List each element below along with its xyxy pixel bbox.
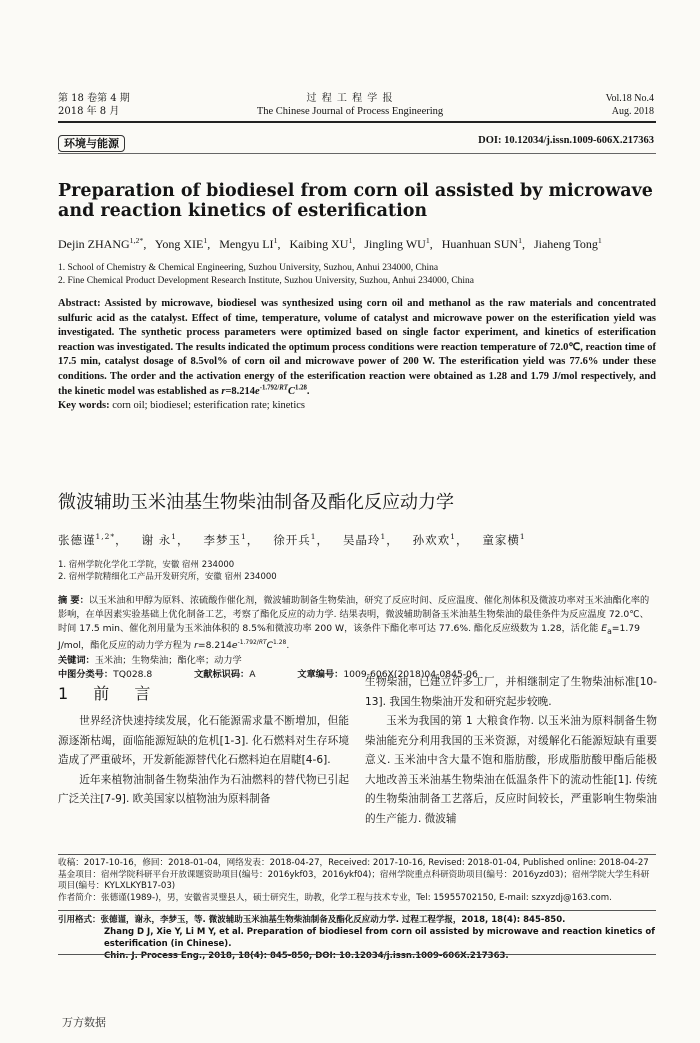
footnote-funding: 基金项目：宿州学院科研平台开放课题资助项目(编号：2016ykf03，2016ykf04)；宿州学院重点科研资助项目(编号：2016yzd03)；宿州学院大学生科研项目(编号：KYLXLKYB17-03): [58, 869, 650, 891]
class-label: 中图分类号：: [58, 668, 114, 680]
volume-issue-cn: 第 18 卷第 4 期: [58, 93, 130, 104]
footnote-received: 收稿：2017-10-16，修回：2018-01-04，网络发表：2018-04-27，Received: 2017-10-16, Revised: 2018-01-04, Published online: 2018-04-27: [58, 858, 649, 868]
abstract-en: Abstract: Assisted by microwave, biodiesel was synthesized using corn oil and methanol as the raw materials and concentrated sulfuric acid as the catalyst. Effect of time, temperature, volume of catalyst and microwave power on the esterification yield was investigated. The synthetic process parameters were optimized based on single factor experiment, and kinetics of esterification reaction was investigated. The results indicated the optimum process conditions were reaction temperature of 72.0℃, reaction time of 17.5 min, catalyst dosage of 8.5vol% of corn oil and microwave power of 200 W. The esterification yield was 77.6% under these conditions. The order and the activation energy of the esterification reaction were obtained as 1.28 and 1.79 J/mol respectively, and the kinetic model was established as $r=8.214e^{-1.792/RT}C^{1.28}$. Key words: corn oil; biodiesel; esterification rate; kinetics: [58, 298, 656, 412]
citation-en-1: Zhang D J, Xie Y, Li M Y, et al. Preparation of biodiesel from corn oil assisted by microwave and reaction kinetics of esterification (in Chinese).: [104, 927, 655, 949]
header-rule: [58, 121, 656, 123]
journal-name-en: The Chinese Journal of Process Engineering: [256, 106, 444, 117]
left-paragraph-2: 近年来植物油制备生物柴油作为石油燃料的替代物已引起广泛关注[7-9]. 欧美国家以植物油为原料制备: [58, 773, 349, 805]
citation-label: 引用格式：: [58, 915, 101, 925]
title-cn: 微波辅助玉米油基生物柴油制备及酯化反应动力学: [58, 492, 454, 513]
doi-rule: [58, 153, 656, 154]
volume-issue-en: Vol.18 No.4: [605, 93, 654, 104]
footnotes: [58, 858, 656, 904]
citation-block: [58, 914, 656, 962]
citation-rule-top: [58, 910, 656, 911]
article-no-label: 文章编号：: [297, 668, 344, 680]
authors-en: Dejin $ZHANG^{1,2*}$, Yong XIE$^1$, Mengyu $LI^1$, Kaibing $XU^1$, Jingling $WU^1$, Huanhuan SUN$^1$, Jiaheng Tong$^1$: [58, 236, 602, 251]
watermark: 万方数据: [62, 1016, 106, 1029]
doc-code-value: A: [249, 668, 256, 680]
journal-name-cn: 过 程 工 程 学 报: [306, 93, 394, 104]
abstract-en-label: Abstract:: [58, 298, 101, 309]
left-paragraph-1: 世界经济快速持续发展，化石能源需求量不断增加，但能源逐渐枯竭，面临能源短缺的危机[1-3]. 化石燃料对生存环境造成了严重破坏，开发新能源替代化石燃料迫在眉睫[4-6].: [58, 715, 349, 766]
title-en: Preparation of biodiesel from corn oil assisted by microwave and reaction kinetics of esterification: [58, 181, 653, 221]
date-cn: 2018 年 8 月: [58, 106, 120, 117]
keywords-en-label: Key words:: [58, 400, 110, 412]
right-column: [365, 673, 657, 829]
keywords-en: corn oil; biodiesel; esterification rate; kinetics: [112, 400, 305, 412]
affiliations-cn: [58, 560, 678, 583]
keywords-cn: 玉米油；生物柴油；酯化率；动力学: [94, 654, 242, 666]
class-value: TQ028.8: [113, 668, 153, 680]
journal-name: [230, 92, 470, 118]
date-en: Aug. 2018: [611, 106, 654, 117]
doc-code-label: 文献标识码：: [194, 668, 250, 680]
citation-rule-bottom: [58, 954, 656, 955]
keywords-cn-label: 关键词：: [58, 654, 95, 666]
affiliation-cn-2: 2. 宿州学院精细化工产品开发研究所，安徽 宿州 234000: [58, 571, 277, 582]
affiliations-en: [58, 262, 678, 288]
journal-volume-en: [606, 92, 654, 118]
citation-cn: 张德谨，谢永，李梦玉，等. 微波辅助玉米油基生物柴油制备及酯化反应动力学. 过程工程学报，2018, 18(4): 845-850.: [100, 915, 566, 925]
footnote-author: 作者简介：张德谨(1989-)，男，安徽省灵璧县人，硕士研究生，助教，化学工程与技术专业，Tel: 15955702150, E-mail: szxyzdj@163.com.: [58, 892, 612, 903]
section-tag: [58, 132, 125, 151]
abstract-cn: 摘 要：以玉米油和甲醇为原料、浓硫酸作催化剂，微波辅助制备生物柴油，研究了反应时间、反应温度、催化剂体积及微波功率对玉米油酯化率的影响，在单因素实验基础上优化制备工艺，考察了酯化反应的动力学. 结果表明，微波辅助制备玉米油基生物柴油的最佳条件为反应温度 72.0℃、时间 17.5 min、催化剂用量为玉米油体积的 8.5%和微波功率 200 W，该条件下酯化率可达 77.6%. 酯化反应级数为 1.28，活化能 $E_a=1.79$ J/mol，酯化反应的动力学方程为 $r=8.214e^{-1.792/RT}C^{1.28}$. 关键词：玉米油；生物柴油；酯化率；动力学 中图分类号：TQ028.8 文献标识码：A 文章编号：1009-606X(2018)04-0845-06: [58, 595, 650, 680]
citation-en-2: Chin. J. Process Eng., 2018, 18(4): 845-850, DOI: 10.12034/j.issn.1009-606X.217363.: [104, 951, 509, 961]
right-paragraph-1: 生物柴油，已建立许多工厂，并相继制定了生物柴油标准[10-13]. 我国生物柴油开发和研究起步较晚.: [365, 676, 657, 708]
affiliation-cn-1: 1. 宿州学院化学化工学院，安徽 宿州 234000: [58, 560, 235, 570]
footnote-rule: [58, 854, 656, 855]
section-tag-label: 环境与能源: [58, 135, 125, 152]
left-column: [58, 712, 349, 810]
section-1-heading: 1 前 言: [58, 684, 161, 703]
abstract-cn-label: 摘 要：: [58, 595, 89, 606]
doi: DOI: 10.12034/j.issn.1009-606X.217363: [478, 135, 654, 146]
affiliation-en-2: 2. Fine Chemical Product Development Research Institute, Suzhou University, Suzhou, Anhui 234000, China: [58, 276, 475, 286]
article-no-value: 1009-606X(2018)04-0845-06: [343, 668, 478, 680]
right-paragraph-2: 玉米为我国的第 1 大粮食作物. 以玉米油为原料制备生物柴油能充分利用我国的玉米资源，对缓解化石能源短缺有重要意义. 玉米油中含大量不饱和脂肪酸，形成脂肪酸甲酯后能极大地改善玉米油基生物柴油在低温条件下的流动性能[1]. 传统的生物柴油制备工艺落后，反应时间较长，严重影响生物柴油的生产能力. 微波辅: [365, 715, 657, 825]
authors-cn: 张德谨$^{1,2*}$， 谢 永$^1$， 李梦玉$^1$， 徐开兵$^1$， 吴晶玲$^1$， 孙欢欢$^1$， 童家横$^1$: [58, 532, 526, 547]
affiliation-en-1: 1. School of Chemistry & Chemical Engineering, Suzhou University, Suzhou, Anhui 234000, China: [58, 263, 439, 273]
journal-volume-cn: [58, 92, 130, 118]
